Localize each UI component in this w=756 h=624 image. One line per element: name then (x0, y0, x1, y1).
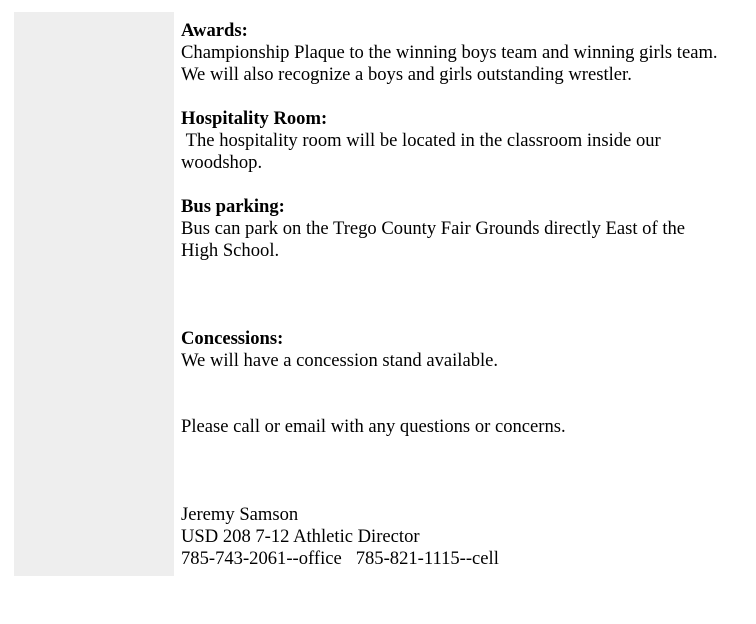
closing-section (181, 416, 721, 438)
left-sidebar-panel (14, 12, 174, 576)
bus-parking-text: Bus can park on the Trego County Fair Grounds directly East of the High School. (181, 218, 690, 261)
closing-text: Please call or email with any questions or concerns. (181, 416, 566, 437)
concessions-section (181, 328, 721, 372)
hospitality-text: The hospitality room will be located in the classroom inside our woodshop. (181, 130, 666, 173)
awards-heading: Awards: (181, 20, 248, 41)
concessions-heading: Concessions: (181, 328, 284, 349)
document-body (181, 20, 727, 570)
signature-title: USD 208 7-12 Athletic Director (181, 526, 420, 547)
signature-phones: 785-743-2061--office 785-821-1115--cell (181, 548, 499, 569)
awards-section (181, 20, 727, 86)
hospitality-section (181, 108, 721, 174)
hospitality-heading: Hospitality Room: (181, 108, 328, 129)
awards-text: Championship Plaque to the winning boys team and winning girls team. We will also recognize a boys and girls outstanding wrestler. (181, 42, 727, 85)
signature-block (181, 504, 721, 570)
bus-parking-heading: Bus parking: (181, 196, 285, 217)
bus-parking-section (181, 196, 721, 262)
concessions-text: We will have a concession stand available. (181, 350, 499, 371)
signature-name: Jeremy Samson (181, 504, 299, 525)
